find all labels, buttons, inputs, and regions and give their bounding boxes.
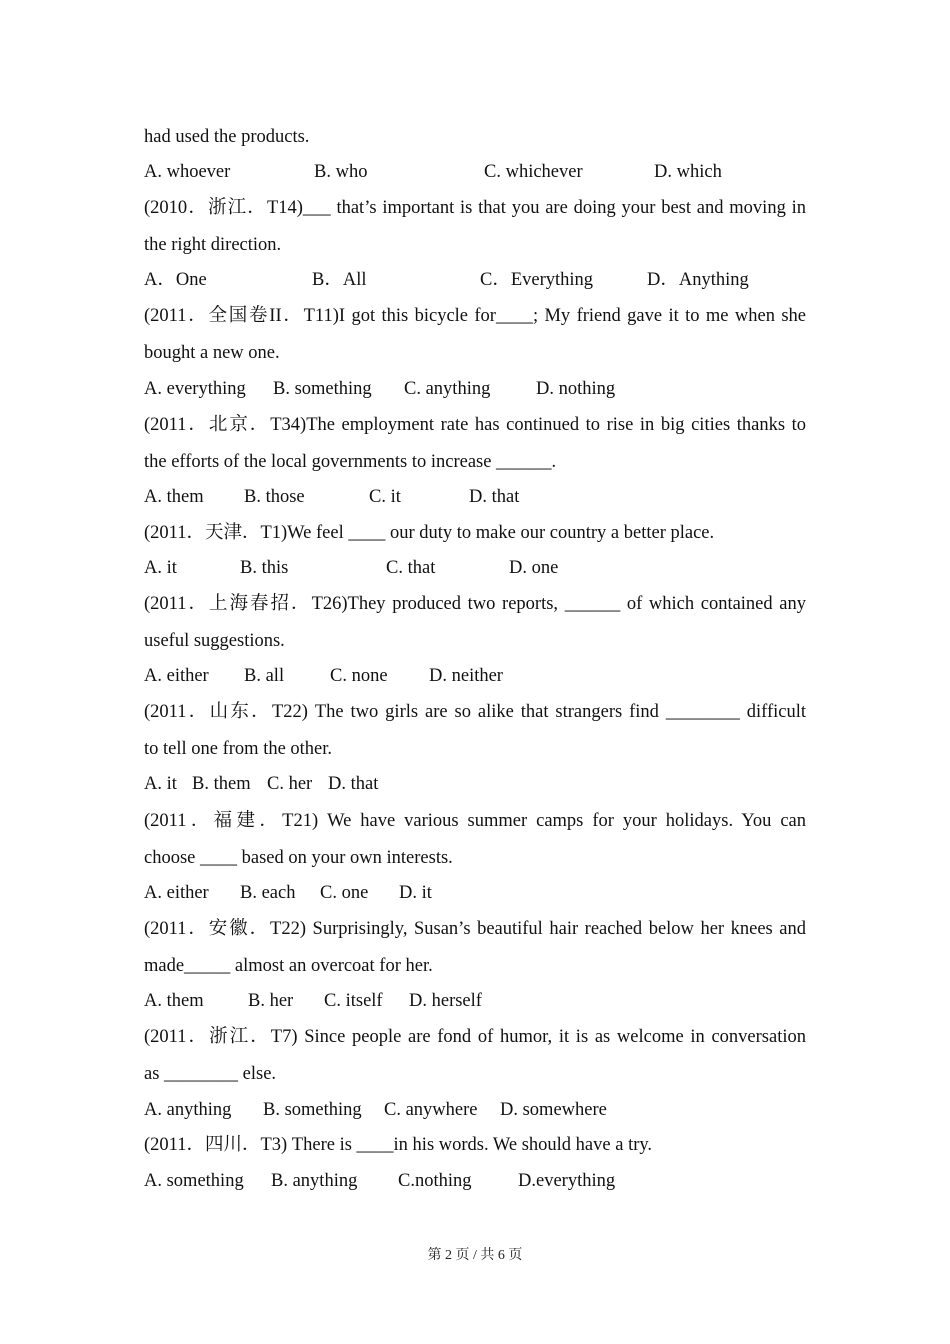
question-text: (2011．天津．T1)We feel ____ our duty to make our country a better place. [144, 523, 715, 543]
question-text: (2011．北京．T34)The employment rate has continued to rise in big cities thanks to [144, 415, 806, 435]
answer-options [144, 377, 806, 401]
answer-options [144, 556, 806, 580]
option-b: B. them [192, 774, 251, 794]
option-b: B. this [240, 558, 289, 578]
question-text-continued: useful suggestions. [144, 631, 285, 651]
question-text-continued: choose ____ based on your own interests. [144, 848, 453, 868]
option-b: B. all [244, 666, 285, 686]
answer-options [144, 881, 806, 905]
option-d: D. one [509, 558, 559, 578]
option-c: C. anything [404, 379, 491, 399]
question-text-continued: the right direction. [144, 235, 282, 255]
option-a: A. anything [144, 1100, 232, 1120]
option-d: D. it [399, 883, 432, 903]
option-c: C. her [267, 774, 313, 794]
option-d: D. neither [429, 666, 503, 686]
question-text: (2011．全国卷II．T11)I got this bicycle for____; My friend gave it to me when she [144, 306, 806, 326]
option-b: B. something [263, 1100, 362, 1120]
question-text-continued: had used the products. [144, 127, 310, 147]
option-a: A. either [144, 883, 209, 903]
question-text-continued: made_____ almost an overcoat for her. [144, 956, 433, 976]
answer-options [144, 268, 806, 292]
option-a: A. them [144, 487, 204, 507]
answer-options [144, 1098, 806, 1122]
question-text: (2011．福建．T21) We have various summer camps for your holidays. You can [144, 811, 806, 831]
option-a: A. them [144, 991, 204, 1011]
answer-options [144, 160, 806, 184]
answer-options [144, 989, 806, 1013]
option-d: D．Anything [647, 270, 749, 290]
option-a: A. everything [144, 379, 246, 399]
option-c: C. that [386, 558, 436, 578]
option-d: D. that [469, 487, 520, 507]
question-text-continued: as ________ else. [144, 1064, 277, 1084]
option-c: C. anywhere [384, 1100, 478, 1120]
question-text: (2011．四川．T3) There is ____in his words. We should have a try. [144, 1135, 653, 1155]
question-text: (2011．上海春招．T26)They produced two reports, ______ of which contained any [144, 594, 806, 614]
option-d: D. nothing [536, 379, 616, 399]
answer-options [144, 772, 806, 796]
answer-options [144, 664, 806, 688]
question-text: (2010．浙江．T14)___ that’s important is that you are doing your best and moving in [144, 198, 806, 218]
option-d: D. which [654, 162, 722, 182]
option-a: A. whoever [144, 162, 231, 182]
question-text-continued: to tell one from the other. [144, 739, 333, 759]
option-d: D. herself [409, 991, 482, 1011]
option-c: C. itself [324, 991, 383, 1011]
option-b: B. those [244, 487, 305, 507]
option-b: B. her [248, 991, 294, 1011]
option-c: C. whichever [484, 162, 583, 182]
question-text: (2011．浙江．T7) Since people are fond of humor, it is as welcome in conversation [144, 1027, 806, 1047]
page-footer: 第 2 页 / 共 6 页 [427, 1248, 523, 1263]
option-c: C. it [369, 487, 401, 507]
question-text-continued: the efforts of the local governments to increase ______. [144, 452, 557, 472]
option-a: A. it [144, 558, 177, 578]
question-text: (2011．山东．T22) The two girls are so alike that strangers find ________ difficult [144, 702, 806, 722]
question-text: (2011．安徽．T22) Surprisingly, Susan’s beautiful hair reached below her knees and [144, 919, 806, 939]
option-a: A. something [144, 1171, 244, 1191]
answer-options [144, 1169, 806, 1193]
answer-options [144, 485, 806, 509]
option-a: A. it [144, 774, 177, 794]
option-a: A. either [144, 666, 209, 686]
option-b: B. who [314, 162, 368, 182]
option-c: C. one [320, 883, 369, 903]
question-text-continued: bought a new one. [144, 343, 280, 363]
option-c: C.nothing [398, 1171, 472, 1191]
option-b: B. something [273, 379, 372, 399]
option-c: C．Everything [480, 270, 594, 290]
option-d: D. that [328, 774, 379, 794]
option-a: A．One [144, 270, 207, 290]
option-b: B. each [240, 883, 296, 903]
option-d: D.everything [518, 1171, 616, 1191]
option-c: C. none [330, 666, 388, 686]
option-b: B．All [312, 270, 367, 290]
option-d: D. somewhere [500, 1100, 607, 1120]
option-b: B. anything [271, 1171, 358, 1191]
